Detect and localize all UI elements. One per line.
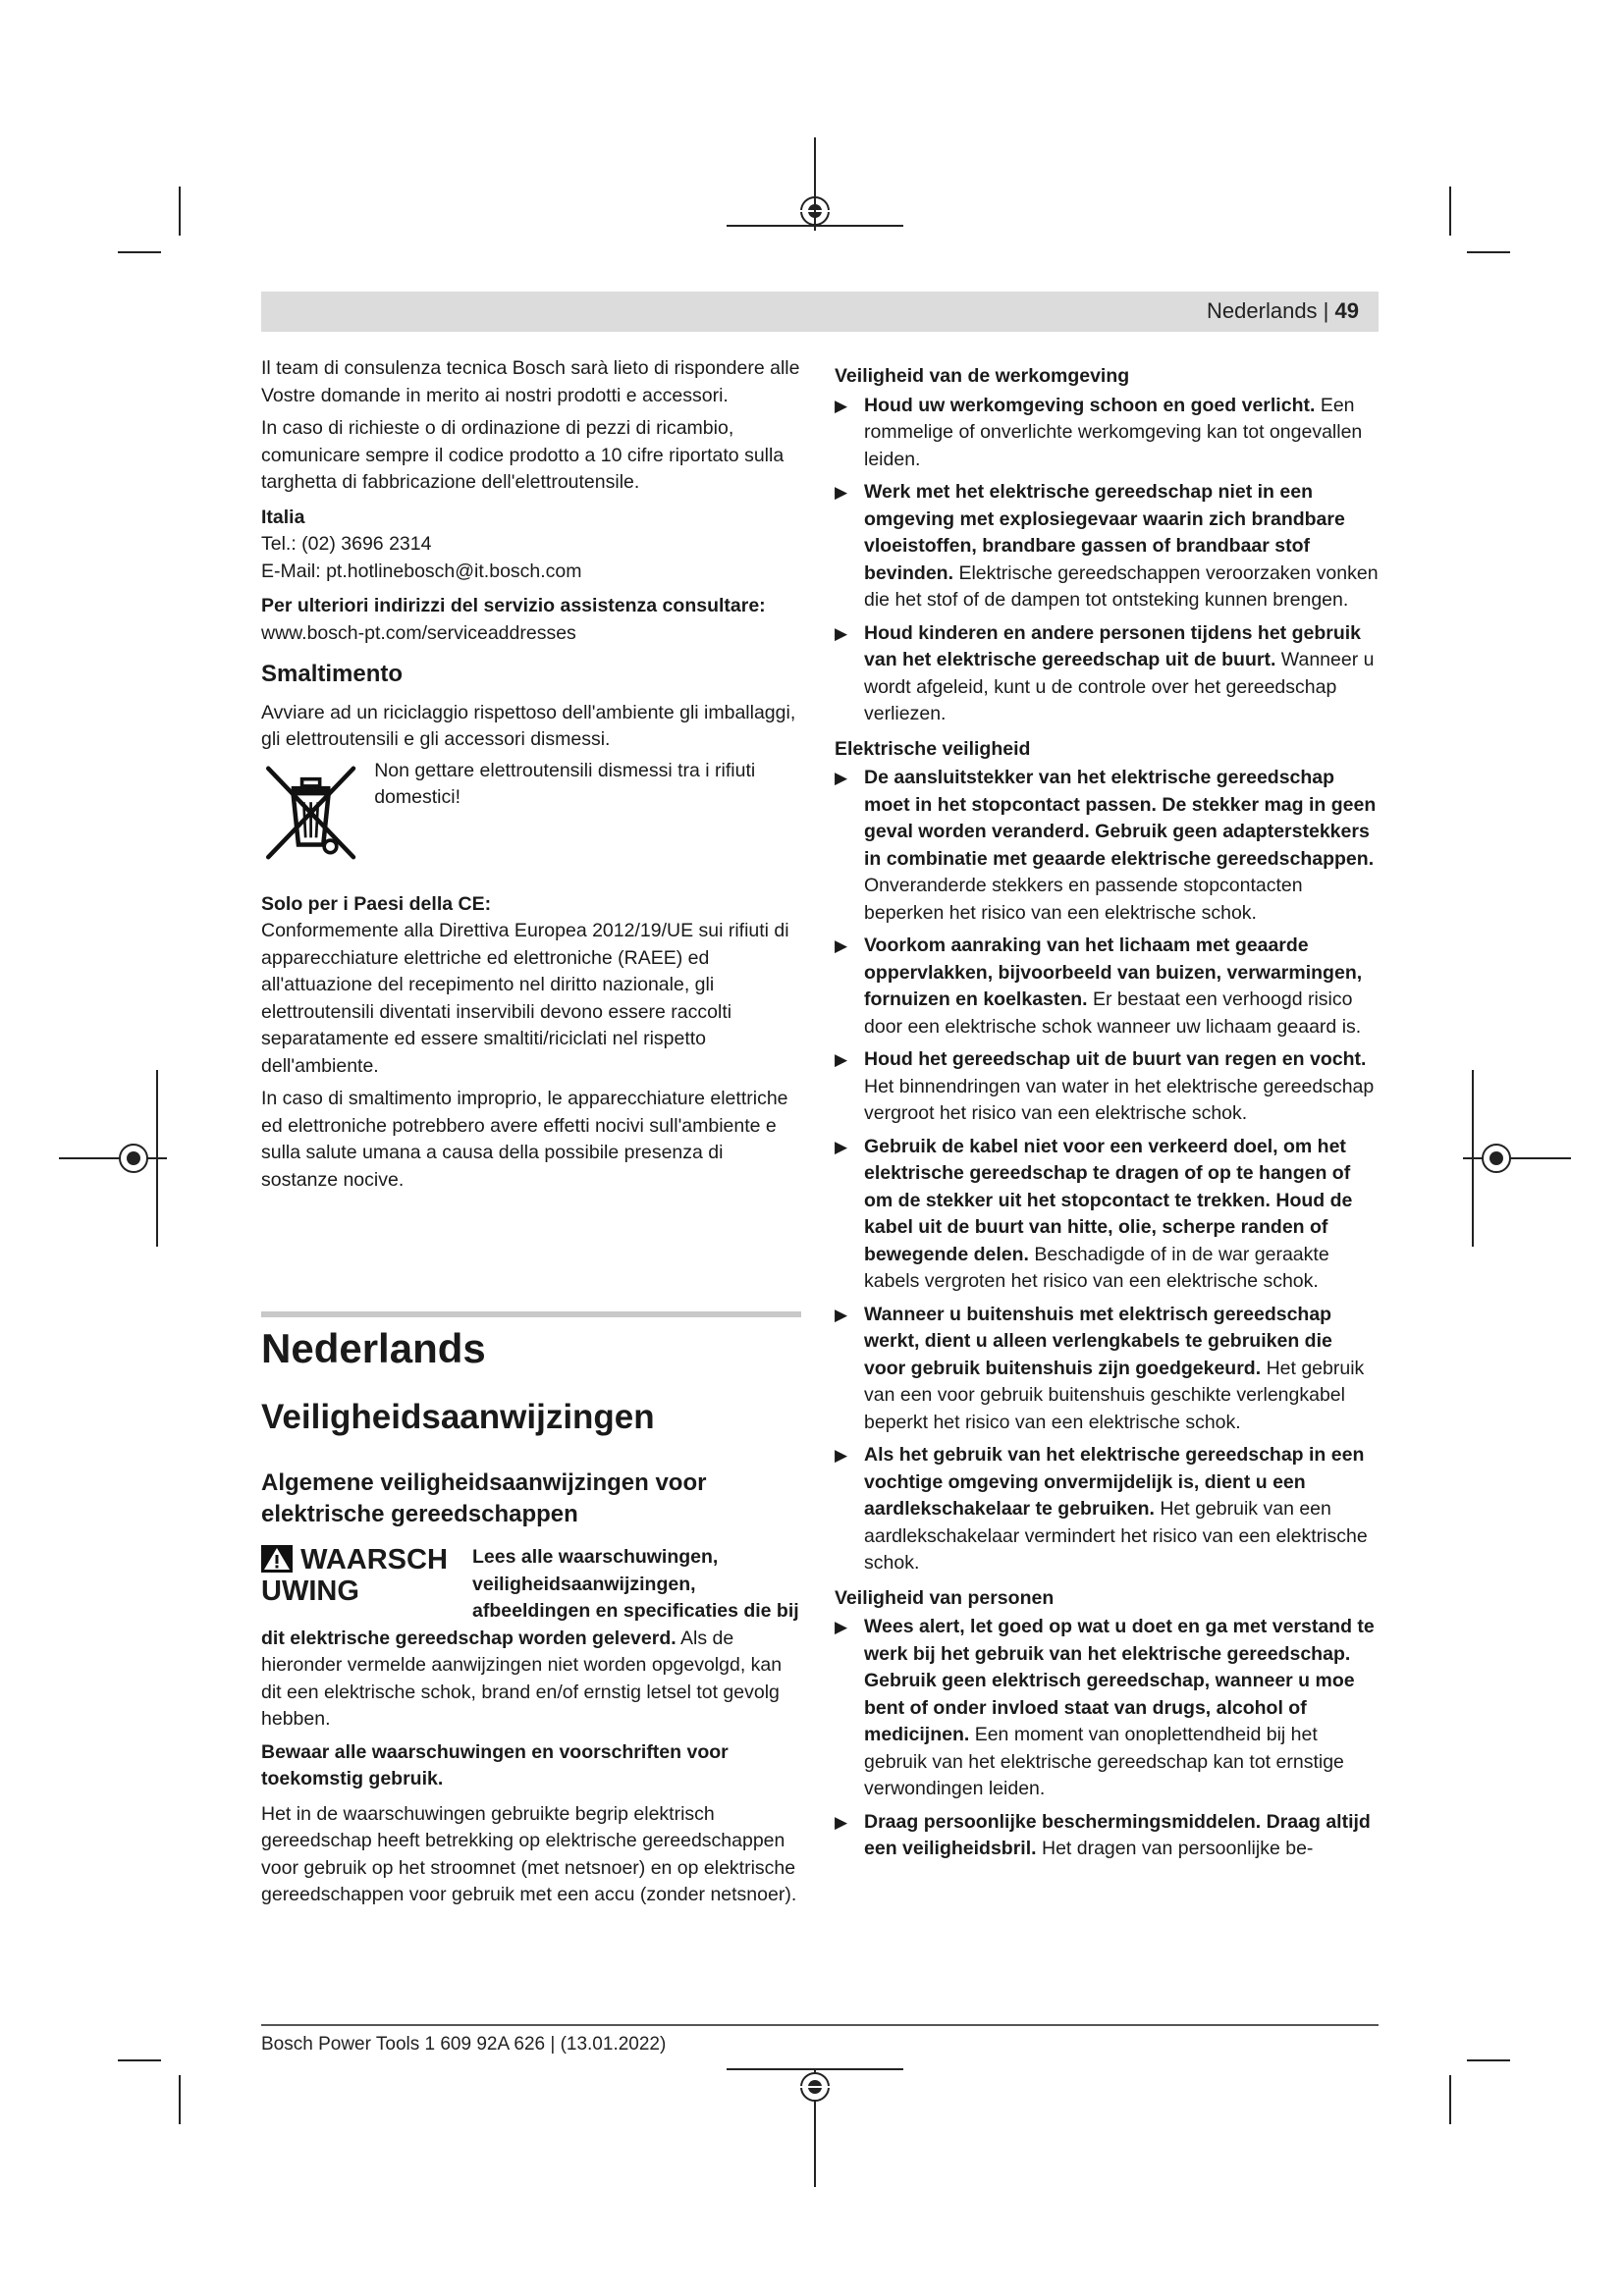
- list-item: [835, 1809, 1379, 1863]
- list-item: [835, 1614, 1379, 1803]
- term-paragraph: Het in de waarschuwingen gebruikte begrip elektrisch gereedschap heeft betrekking op elektrische gereedschappen voor gebruik op het stroomnet (met netsnoer) en op elektrische gereedschappen voor gebruik met een accu (zonder netsnoer).: [261, 1802, 797, 1905]
- footer-rule: [261, 2024, 1379, 2026]
- bullet-arrow-icon: ▶: [835, 769, 848, 787]
- header-section: Nederlands: [1207, 298, 1318, 323]
- warning-triangle-icon: [261, 1545, 293, 1573]
- footer-text: Bosch Power Tools 1 609 92A 626 | (13.01.2022): [261, 2034, 667, 2055]
- item-text: Het binnendringen van water in het elektrische gereedschap vergroot het risico van een elektrische schok.: [864, 1075, 1375, 1124]
- crop-mark-top-left-h: [118, 251, 161, 253]
- crop-mark-bottom-left-h: [118, 2059, 161, 2061]
- list-item: [835, 1442, 1379, 1577]
- list-item: [835, 620, 1379, 728]
- disposal-icon-row: [261, 758, 801, 868]
- list-item: [835, 479, 1379, 614]
- item-bold: Wanneer u buitenshuis met elektrisch gereedschap werkt, dient u alleen verlengkabels te gebruiken die voor gebruik buitenshuis zijn goedgekeurd.: [864, 1303, 1332, 1379]
- item-text: Een moment van onoplettendheid bij het gebruik van het elektrische gereedschap kan tot ernstige verwondingen leiden.: [864, 1724, 1344, 1799]
- item-bold: Wees alert, let goed op wat u doet en ga met verstand te werk bij het gebruik van het elektrische gereedschap. Gebruik geen elektrisch gereedschap, wanneer u moe bent of onder invloed staat van drugs, alcohol of medicijnen.: [864, 1616, 1375, 1745]
- item-bold: Als het gebruik van het elektrische gereedschap in een vochtige omgeving onvermijdelijk is, dient u een aardlekschakelaar te gebruiken.: [864, 1444, 1365, 1520]
- country-title: Italia: [261, 506, 305, 528]
- ce-paragraph-1: Conformemente alla Direttiva Europea 2012/19/UE sui rifiuti di apparecchiature elettriche ed elettroniche (RAEE) ed all'attuazione del recepimento nel diritto nazionale, gli elettroutensili diventati inservibili devono essere raccolti separatamente ed essere smaltiti/riciclati nel rispetto dell'ambiente.: [261, 920, 789, 1077]
- crop-mark-top-right-h: [1467, 251, 1510, 253]
- ce-paragraph-2: In caso di smaltimento improprio, le apparecchiature elettriche ed elettroniche potrebbero avere effetti nocivi sull'ambiente e sulla salute umana a causa della possibile presenza di sostanze nocive.: [261, 1088, 788, 1191]
- crop-mark-top-left-v: [179, 187, 181, 236]
- bullet-arrow-icon: ▶: [835, 1305, 848, 1324]
- page-number: 49: [1334, 298, 1359, 323]
- bullet-arrow-icon: ▶: [835, 1137, 848, 1156]
- warning-label-text: WAARSCHUWING: [261, 1544, 448, 1607]
- bullet-arrow-icon: ▶: [835, 936, 848, 955]
- more-addresses-title: Per ulteriori indirizzi del servizio assistenza consultare:: [261, 595, 766, 616]
- item-bold: De aansluitstekker van het elektrische gereedschap moet in het stopcontact passen. De stekker mag in geen geval worden veranderd. Gebruik geen adapterstekkers in combinatie met geaarde elektrische gereedschappen.: [864, 767, 1377, 870]
- section-title: Veiligheid van de werkomgeving: [835, 365, 1130, 387]
- item-bold: Draag persoonlijke beschermingsmiddelen. Draag altijd een veiligheidsbril.: [864, 1810, 1371, 1859]
- warning-bold: Lees alle waarschuwingen, veiligheidsaanwijzingen, afbeeldingen en specificaties die bij dit elektrische gereedschap worden geleverd.: [261, 1546, 799, 1649]
- item-text: Het gebruik van een aardlekschakelaar vermindert het risico van een elektrische schok.: [864, 1498, 1368, 1574]
- disposal-icon-text: Non gettare elettroutensili dismessi tra i rifiuti domestici!: [374, 759, 756, 808]
- item-text: Beschadigde of in de war geraakte kabels vergroten het risico van een elektrische schok.: [864, 1243, 1329, 1292]
- bullet-arrow-icon: ▶: [835, 1446, 848, 1465]
- item-text: Het gebruik van een voor gebruik buitenshuis geschikte verlengkabel beperkt het risico van een elektrische schok.: [864, 1357, 1365, 1433]
- bullet-arrow-icon: ▶: [835, 483, 848, 502]
- bullet-arrow-icon: ▶: [835, 396, 848, 415]
- list-item: [835, 765, 1379, 927]
- safety-list: [835, 393, 1379, 728]
- warning-label: [261, 1544, 462, 1607]
- disposal-paragraph: Avviare ad un riciclaggio rispettoso dell'ambiente gli imballaggi, gli elettroutensili e gli accessori dismessi.: [261, 701, 796, 750]
- bullet-arrow-icon: ▶: [835, 1618, 848, 1636]
- bullet-arrow-icon: ▶: [835, 1050, 848, 1069]
- right-column: [835, 355, 1379, 1869]
- list-item: [835, 393, 1379, 474]
- crop-mark-bottom-right-v: [1449, 2075, 1451, 2124]
- tel: Tel.: (02) 3696 2314: [261, 533, 432, 555]
- item-bold: Voorkom aanraking van het lichaam met geaarde oppervlakken, bijvoorbeeld van buizen, verwarmingen, fornuizen en koelkasten.: [864, 934, 1363, 1010]
- item-bold: Gebruik de kabel niet voor een verkeerd doel, om het elektrische gereedschap te dragen of op te hangen of om de stekker uit het stopcontact te trekken. Houd de kabel uit de buurt van hitte, olie, scherpe randen of bewegende delen.: [864, 1135, 1353, 1265]
- language-heading: Nederlands: [261, 1325, 486, 1371]
- safety-heading: Veiligheidsaanwijzingen: [261, 1398, 655, 1436]
- registration-mark-top: [727, 137, 903, 255]
- intro-paragraph-1: Il team di consulenza tecnica Bosch sarà lieto di rispondere alle Vostre domande in merito ai nostri prodotti e accessori.: [261, 357, 800, 406]
- left-column: [261, 355, 801, 1200]
- warning-rest: Als de hieronder vermelde aanwijzingen niet worden opgevolgd, kan dit een elektrische schok, brand en/of ernstig letsel tot gevolg hebben.: [261, 1627, 783, 1730]
- list-item: [835, 1134, 1379, 1296]
- list-item: [835, 933, 1379, 1041]
- item-text: Er bestaat een verhoogd risico door een elektrische schok wanneer uw lichaam geaard is.: [864, 988, 1362, 1038]
- item-bold: Houd kinderen en andere personen tijdens het gebruik van het elektrische gereedschap uit de buurt.: [864, 621, 1362, 670]
- section-title: Elektrische veiligheid: [835, 737, 1031, 760]
- disposal-heading: Smaltimento: [261, 661, 404, 687]
- item-bold: Houd uw werkomgeving schoon en goed verlicht.: [864, 394, 1316, 416]
- bullet-arrow-icon: ▶: [835, 623, 848, 643]
- item-text: Onveranderde stekkers en passende stopcontacten beperken het risico van een elektrische schok.: [864, 875, 1303, 924]
- item-bold: Werk met het elektrische gereedschap niet in een omgeving met explosiegevaar waarin zich brandbare vloeistoffen, brandbare gassen of brandbaar stof bevinden.: [864, 481, 1345, 584]
- safety-list: [835, 765, 1379, 1577]
- bullet-arrow-icon: ▶: [835, 1812, 848, 1832]
- general-safety-heading: Algemene veiligheidsaanwijzingen voor elektrische gereedschappen: [261, 1469, 707, 1527]
- item-text: Elektrische gereedschappen veroorzaken vonken die het stof of de dampen tot ontsteking kunnen brengen.: [864, 561, 1379, 611]
- service-url[interactable]: www.bosch-pt.com/serviceaddresses: [261, 621, 576, 644]
- item-text: Het dragen van persoonlijke be-: [1041, 1838, 1314, 1859]
- item-text: Wanneer u wordt afgeleid, kunt u de controle over het gereedschap verliezen.: [864, 649, 1375, 724]
- page-header: [261, 292, 1379, 332]
- crop-mark-top-right-v: [1449, 187, 1451, 236]
- list-item: [835, 1302, 1379, 1437]
- list-item: [835, 1046, 1379, 1128]
- keep-instructions: Bewaar alle waarschuwingen en voorschriften voor toekomstig gebruik.: [261, 1740, 729, 1789]
- warning-block: [261, 1544, 801, 1909]
- item-bold: Houd het gereedschap uit de buurt van regen en vocht.: [864, 1048, 1367, 1070]
- section-rule: [261, 1311, 801, 1317]
- registration-mark-right: [1463, 1070, 1571, 1247]
- intro-paragraph-2: In caso di richieste o di ordinazione di pezzi di ricambio, comunicare sempre il codice prodotto a 10 cifre riportato sulla targhetta di fabbricazione dell'elettroutensile.: [261, 417, 785, 493]
- header-label: Nederlands | 49: [1207, 298, 1359, 323]
- section-title: Veiligheid van personen: [835, 1586, 1055, 1609]
- crop-mark-bottom-right-h: [1467, 2059, 1510, 2061]
- crop-mark-bottom-left-v: [179, 2075, 181, 2124]
- registration-mark-bottom: [727, 2059, 903, 2187]
- email: E-Mail: pt.hotlinebosch@it.bosch.com: [261, 560, 582, 582]
- registration-mark-left: [59, 1070, 167, 1247]
- item-text: Een rommelige of onverlichte werkomgeving kan tot ongevallen leiden.: [864, 394, 1363, 470]
- crossed-bin-icon: [261, 758, 360, 868]
- ce-title: Solo per i Paesi della CE:: [261, 892, 492, 915]
- safety-list: [835, 1614, 1379, 1863]
